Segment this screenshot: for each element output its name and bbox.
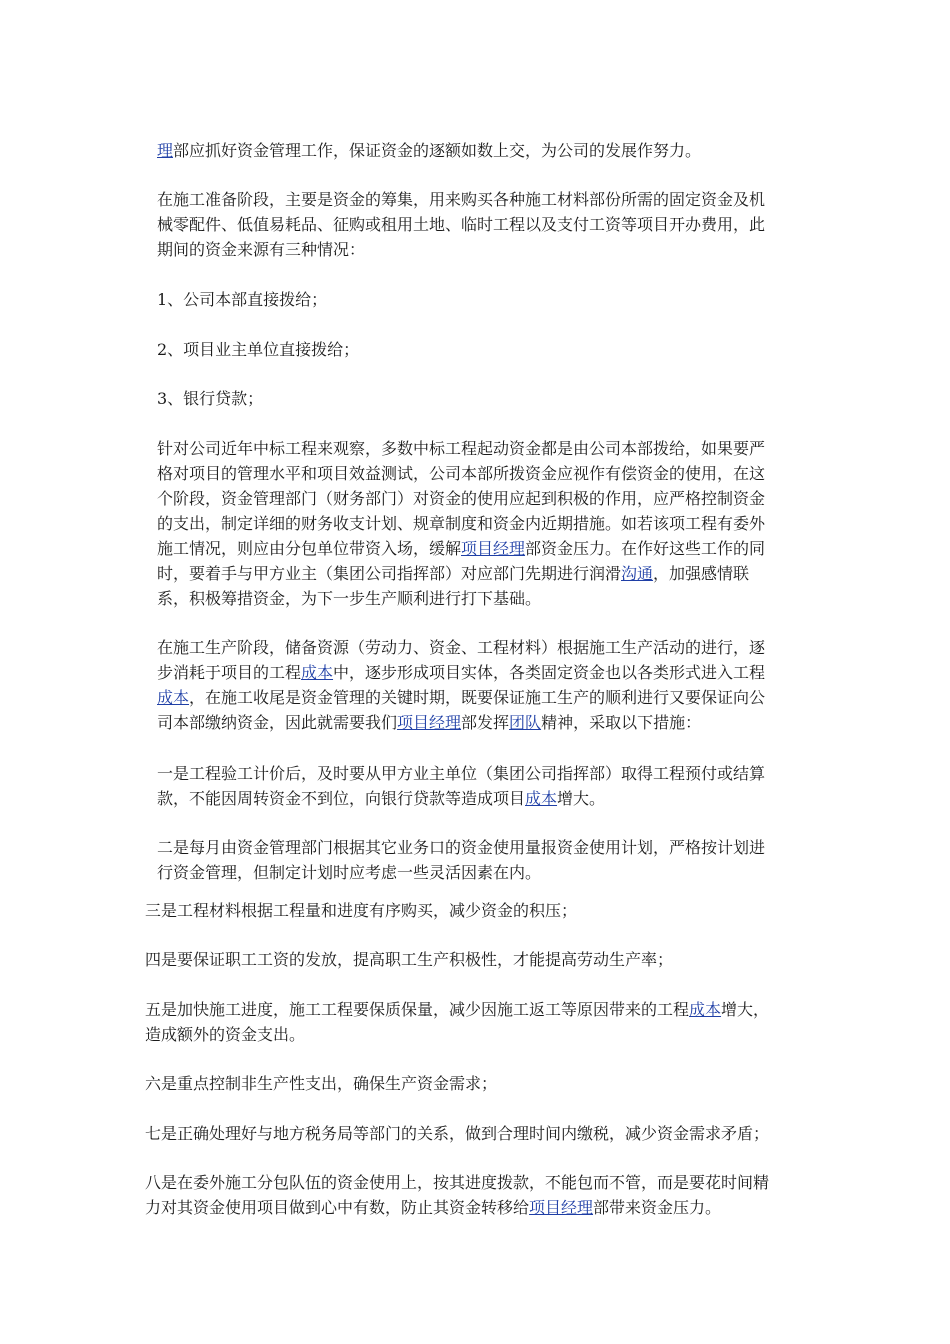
- text-line: [145, 1071, 497, 1096]
- text-run: 八是在委外施工分包队伍的资金使用上，按其进度拨款，不能包而不管，而是要花时间精: [145, 1173, 770, 1192]
- text-line: [157, 835, 765, 860]
- paragraph-funding-analysis: [157, 436, 765, 611]
- text-run: 步消耗于项目的工程: [157, 663, 302, 682]
- keyword-link[interactable]: 项目经理: [397, 713, 462, 732]
- text-line: [145, 947, 673, 972]
- keyword-link[interactable]: 项目经理: [461, 539, 526, 558]
- text-line: [145, 1195, 769, 1220]
- text-run: 一是工程验工计价后，及时要从甲方业主单位（集团公司指挥部）取得工程预付或结算: [157, 764, 766, 783]
- measure-eight: [145, 1170, 769, 1220]
- keyword-link[interactable]: 项目经理: [529, 1198, 594, 1217]
- text-run: 针对公司近年中标工程来观察，多数中标工程起动资金都是由公司本部拨给，如果要严: [157, 439, 766, 458]
- text-line: [157, 187, 765, 212]
- text-run: 二是每月由资金管理部门根据其它业务口的资金使用量报资金使用计划，严格按计划进: [157, 838, 766, 857]
- text-run: 款，不能因周转资金不到位，向银行贷款等造成项目: [157, 789, 526, 808]
- text-line: [157, 561, 765, 586]
- text-run: 司本部缴纳资金，因此就需要我们: [157, 713, 398, 732]
- text-run: 增大。: [557, 789, 606, 808]
- measure-seven: [145, 1121, 769, 1146]
- text-run: ，在施工收尾是资金管理的关键时期，既要保证施工生产的顺利进行又要保证向公: [189, 688, 766, 707]
- measure-five: [145, 997, 769, 1047]
- keyword-link[interactable]: 成本: [525, 789, 558, 808]
- paragraph-production-stage: [157, 635, 765, 735]
- text-run: 四是要保证职工工资的发放，提高职工生产积极性，才能提高劳动生产率；: [145, 950, 674, 969]
- text-run: 3、银行贷款；: [157, 389, 264, 408]
- text-line: [157, 635, 765, 660]
- text-run: 五是加快施工进度，施工工程要保质保量，减少因施工返工等原因带来的工程: [145, 1000, 690, 1019]
- text-line: [145, 997, 769, 1022]
- text-line: [145, 898, 577, 923]
- text-run: 中，逐步形成项目实体，各类固定资金也以各类形式进入工程: [333, 663, 766, 682]
- text-run: 精神，采取以下措施：: [541, 713, 702, 732]
- measure-four: [145, 947, 673, 972]
- paragraph-preparation-stage: [157, 187, 765, 262]
- text-line: [157, 337, 359, 362]
- measure-one: [157, 761, 765, 811]
- text-line: [157, 761, 765, 786]
- text-run: 个阶段，资金管理部门（财务部门）对资金的使用应起到积极的作用，应严格控制资金: [157, 489, 766, 508]
- text-run: 2、项目业主单位直接拨给；: [157, 340, 360, 359]
- text-line: [157, 660, 765, 685]
- text-line: [157, 685, 765, 710]
- text-line: [157, 461, 765, 486]
- text-run: 七是正确处理好与地方税务局等部门的关系，做到合理时间内缴税，减少资金需求矛盾；: [145, 1124, 770, 1143]
- text-run: 力对其资金使用项目做到心中有数，防止其资金转移给: [145, 1198, 530, 1217]
- text-run: 部带来资金压力。: [593, 1198, 722, 1217]
- text-run: 造成额外的资金支出。: [145, 1025, 306, 1044]
- text-run: 部应抓好资金管理工作，保证资金的逐额如数上交，为公司的发展作努力。: [173, 141, 702, 160]
- keyword-link[interactable]: 成本: [157, 688, 190, 707]
- keyword-link[interactable]: 团队: [509, 713, 542, 732]
- text-run: ，加强感情联: [653, 564, 750, 583]
- text-run: 部发挥: [461, 713, 510, 732]
- list-item-1: [157, 287, 327, 312]
- keyword-link[interactable]: 沟通: [621, 564, 654, 583]
- text-run: 系，积极筹措资金，为下一步生产顺利进行打下基础。: [157, 589, 542, 608]
- text-line: [145, 1121, 769, 1146]
- text-line: [157, 237, 765, 262]
- paragraph-intro-continuation: [157, 138, 701, 163]
- text-run: 行资金管理，但制定计划时应考虑一些灵活因素在内。: [157, 863, 542, 882]
- measure-six: [145, 1071, 497, 1096]
- text-line: [157, 860, 765, 885]
- text-line: [157, 710, 765, 735]
- text-run: 的支出，制定详细的财务收支计划、规章制度和资金内近期措施。如若该项工程有委外: [157, 514, 766, 533]
- text-line: [157, 536, 765, 561]
- text-line: [157, 786, 765, 811]
- keyword-link[interactable]: 成本: [689, 1000, 722, 1019]
- measure-three: [145, 898, 577, 923]
- list-item-2: [157, 337, 359, 362]
- text-run: 在施工生产阶段，储备资源（劳动力、资金、工程材料）根据施工生产活动的进行，逐: [157, 638, 766, 657]
- list-item-3: [157, 386, 263, 411]
- keyword-link[interactable]: 理: [157, 141, 174, 160]
- text-line: [145, 1022, 769, 1047]
- text-line: [157, 287, 327, 312]
- text-run: 在施工准备阶段，主要是资金的筹集，用来购买各种施工材料部份所需的固定资金及机: [157, 190, 766, 209]
- text-run: 1、公司本部直接拨给；: [157, 290, 328, 309]
- text-run: 三是工程材料根据工程量和进度有序购买，减少资金的积压；: [145, 901, 578, 920]
- text-run: 增大，: [721, 1000, 770, 1019]
- text-line: [157, 486, 765, 511]
- text-line: [157, 436, 765, 461]
- text-run: 部资金压力。在作好这些工作的同: [525, 539, 766, 558]
- text-line: [157, 386, 263, 411]
- text-run: 六是重点控制非生产性支出，确保生产资金需求；: [145, 1074, 498, 1093]
- text-line: [157, 138, 701, 163]
- text-line: [157, 586, 765, 611]
- text-line: [157, 511, 765, 536]
- text-line: [157, 212, 765, 237]
- text-run: 械零配件、低值易耗品、征购或租用土地、临时工程以及支付工资等项目开办费用，此: [157, 215, 766, 234]
- text-line: [145, 1170, 769, 1195]
- text-run: 时，要着手与甲方业主（集团公司指挥部）对应部门先期进行润滑: [157, 564, 622, 583]
- text-run: 格对项目的管理水平和项目效益测试，公司本部所拨资金应视作有偿资金的使用，在这: [157, 464, 766, 483]
- text-run: 期间的资金来源有三种情况：: [157, 240, 366, 259]
- measure-two: [157, 835, 765, 885]
- keyword-link[interactable]: 成本: [301, 663, 334, 682]
- text-run: 施工情况，则应由分包单位带资入场，缓解: [157, 539, 462, 558]
